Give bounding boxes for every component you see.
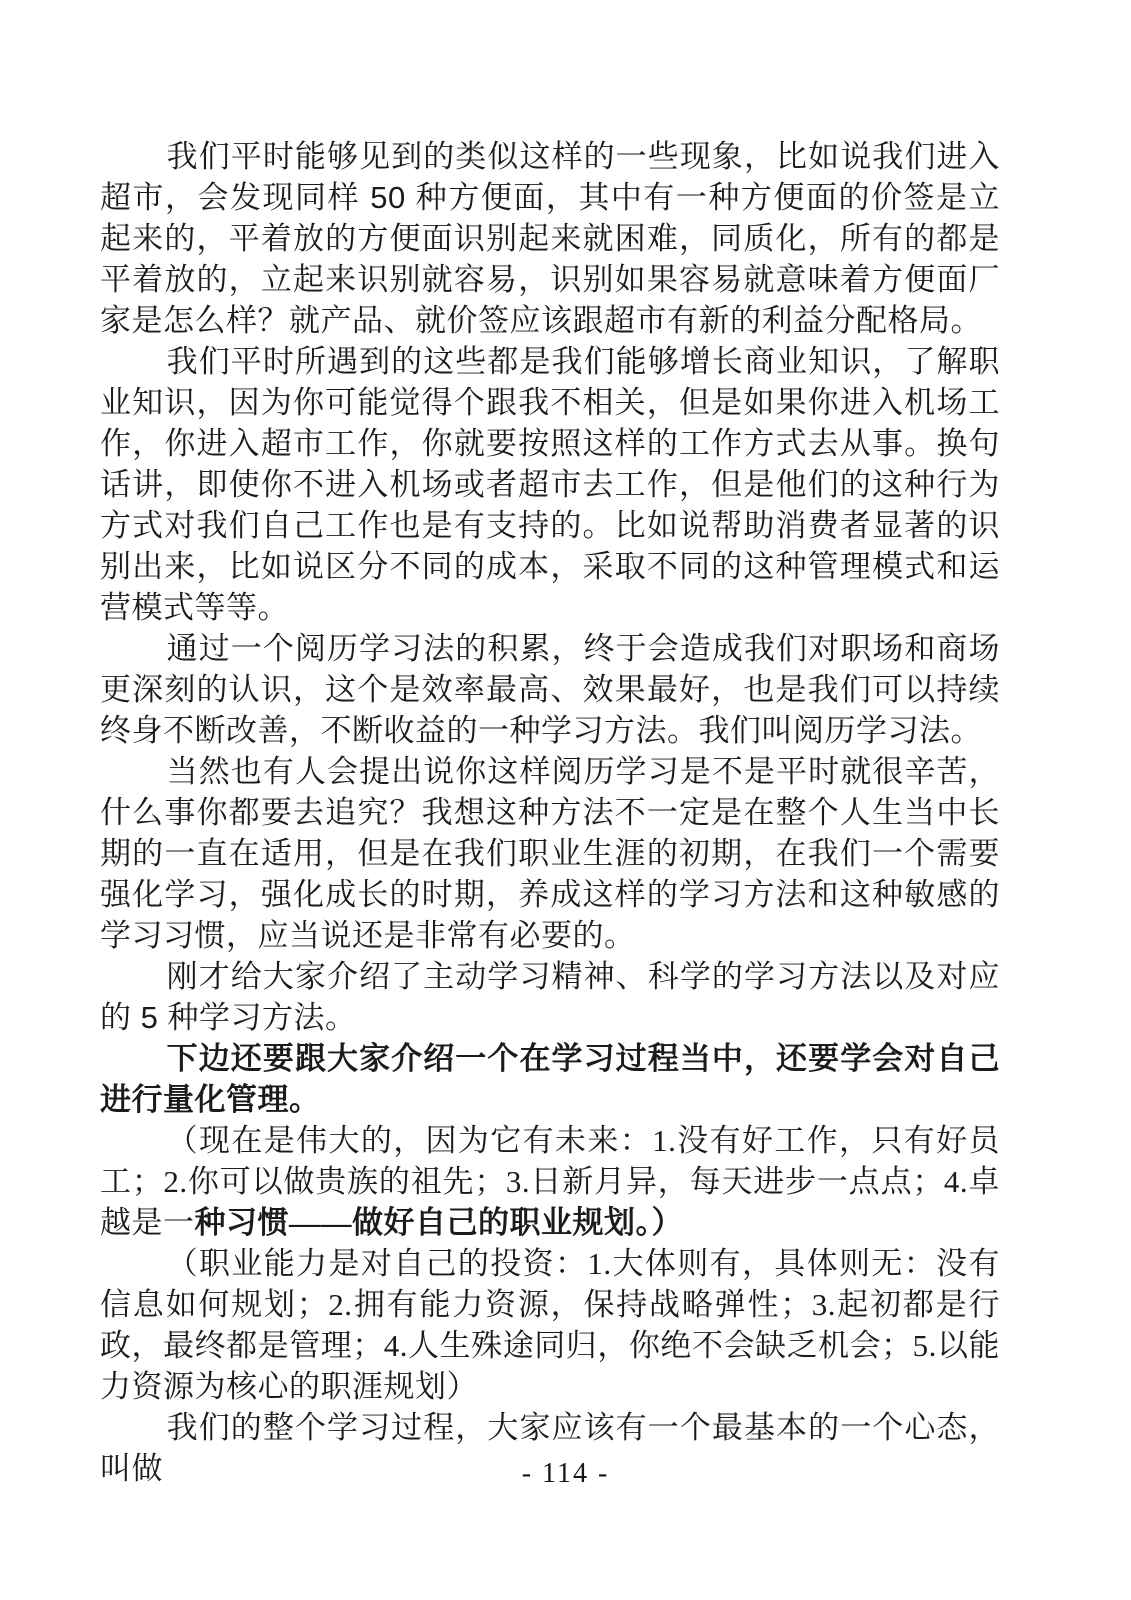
paragraph-7-bold-run: 种习惯——做好自己的职业规划。） [194,1205,683,1240]
paragraph-3: 通过一个阅历学习法的积累，终于会造成我们对职场和商场更深刻的认识，这个是效率最高、效果最好，也是我们可以持续终身不断改善，不断收益的一种学习方法。我们叫阅历学习法。 [100,631,1000,748]
paragraph-7 [100,1120,1000,1243]
paragraph-4: 当然也有人会提出说你这样阅历学习是不是平时就很辛苦，什么事你都要去追究？我想这种方法不一定是在整个人生当中长期的一直在适用，但是在我们职业生涯的初期，在我们一个需要强化学习，强化成长的时期，养成这样的学习方法和这种敏感的学习习惯，应当说还是非常有必要的。 [100,754,1000,953]
paragraph-6: 下边还要跟大家介绍一个在学习过程当中，还要学会对自己进行量化管理。 [100,1041,1000,1117]
document-body [100,136,1000,1489]
paragraph-9: 我们的整个学习过程，大家应该有一个最基本的一个心态，叫做 [100,1410,1000,1486]
page-footer [0,1458,1131,1490]
paragraph-1: 我们平时能够见到的类似这样的一些现象，比如说我们进入超市，会发现同样 50 种方便面，其中有一种方便面的价签是立起来的，平着放的方便面识别起来就困难，同质化，所有的都是平着放的，立起来识别就容易，识别如果容易就意味着方便面厂家是怎么样？就产品、就价签应该跟超市有新的利益分配格局。 [100,139,1000,338]
paragraph-8: （职业能力是对自己的投资：1.大体则有，具体则无：没有信息如何规划；2.拥有能力资源，保持战略弹性；3.起初都是行政，最终都是管理；4.人生殊途同归，你绝不会缺乏机会；5.以能力资源为核心的职涯规划） [100,1246,1000,1404]
paragraph-2: 我们平时所遇到的这些都是我们能够增长商业知识，了解职业知识，因为你可能觉得个跟我不相关，但是如果你进入机场工作，你进入超市工作，你就要按照这样的工作方式去从事。换句话讲，即使你不进入机场或者超市去工作，但是他们的这种行为方式对我们自己工作也是有支持的。比如说帮助消费者显著的识别出来，比如说区分不同的成本，采取不同的这种管理模式和运营模式等等。 [100,344,1000,625]
paragraph-7-regular-run: （现在是伟大的，因为它有未来：1.没有好工作，只有好员工；2.你可以做贵族的祖先；3.日新月异，每天进步一点点；4.卓越是一 [100,1123,1000,1240]
paragraph-5: 刚才给大家介绍了主动学习精神、科学的学习方法以及对应的 5 种学习方法。 [100,959,1000,1035]
page-number: - 114 - [521,1458,610,1489]
